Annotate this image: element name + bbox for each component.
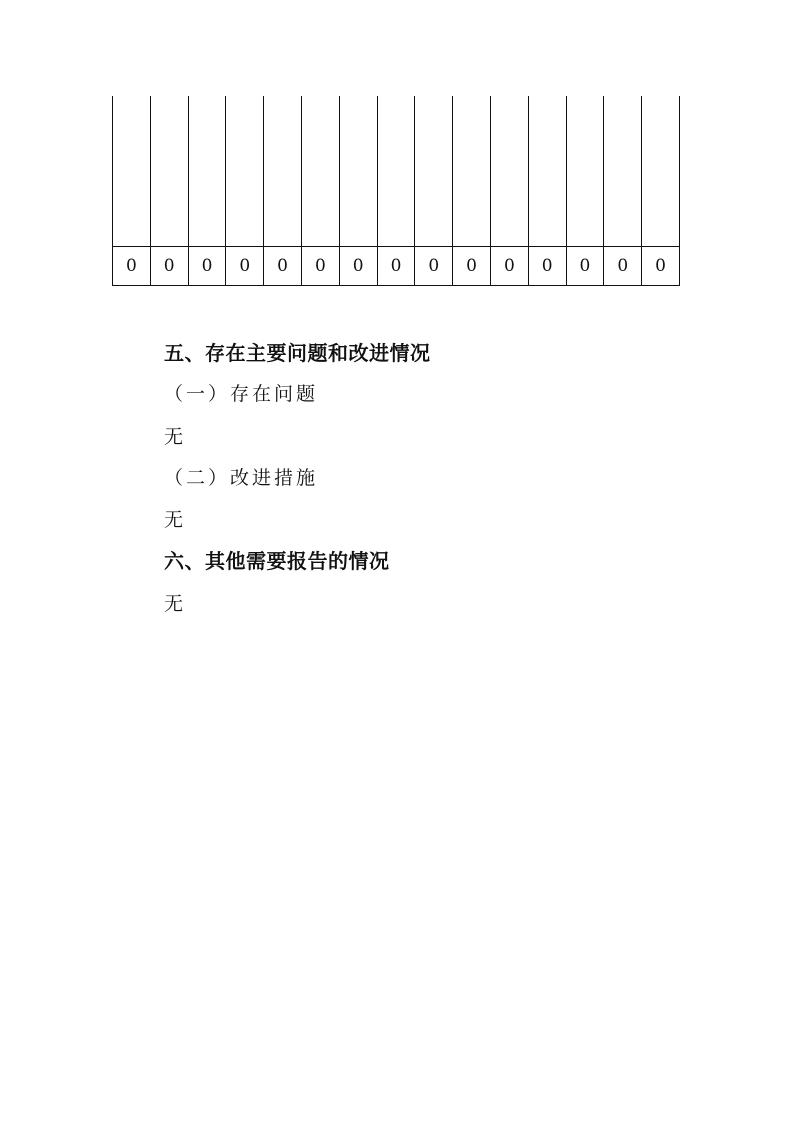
table-cell <box>188 96 226 246</box>
section-6-text: 无 <box>164 593 184 615</box>
table-cell <box>339 96 377 246</box>
section-5-subheading-measures: （二）改进措施 <box>164 467 319 489</box>
table-value-cell: 0 <box>339 246 377 285</box>
table-value-cell: 0 <box>566 246 604 285</box>
table-cell <box>490 96 528 246</box>
table-cell <box>453 96 491 246</box>
table-value-cell: 0 <box>150 246 188 285</box>
table-cell <box>150 96 188 246</box>
table-value-cell: 0 <box>377 246 415 285</box>
table-value-cell: 0 <box>642 246 680 285</box>
section-5-issues-text: 无 <box>164 426 184 448</box>
table-value-cell: 0 <box>453 246 491 285</box>
table-cell <box>226 96 264 246</box>
table-cell <box>377 96 415 246</box>
statistics-table <box>112 96 680 286</box>
table-cell <box>528 96 566 246</box>
table-value-cell: 0 <box>188 246 226 285</box>
table-cell <box>301 96 339 246</box>
table-cell <box>113 96 151 246</box>
table-value-cell: 0 <box>264 246 302 285</box>
table-cell <box>264 96 302 246</box>
table-row-blank <box>113 96 680 246</box>
table-value-cell: 0 <box>301 246 339 285</box>
table-value-cell: 0 <box>528 246 566 285</box>
table-cell <box>566 96 604 246</box>
section-5-subheading-issues: （一）存在问题 <box>164 383 319 405</box>
table-value-cell: 0 <box>226 246 264 285</box>
table-cell <box>415 96 453 246</box>
table-cell <box>642 96 680 246</box>
table-cell <box>604 96 642 246</box>
section-5-heading: 五、存在主要问题和改进情况 <box>164 341 431 365</box>
table-value-cell: 0 <box>415 246 453 285</box>
section-5-measures-text: 无 <box>164 509 184 531</box>
table-value-cell: 0 <box>490 246 528 285</box>
table-row-values <box>113 246 680 285</box>
section-6-heading: 六、其他需要报告的情况 <box>164 549 390 573</box>
table-value-cell: 0 <box>113 246 151 285</box>
table-value-cell: 0 <box>604 246 642 285</box>
